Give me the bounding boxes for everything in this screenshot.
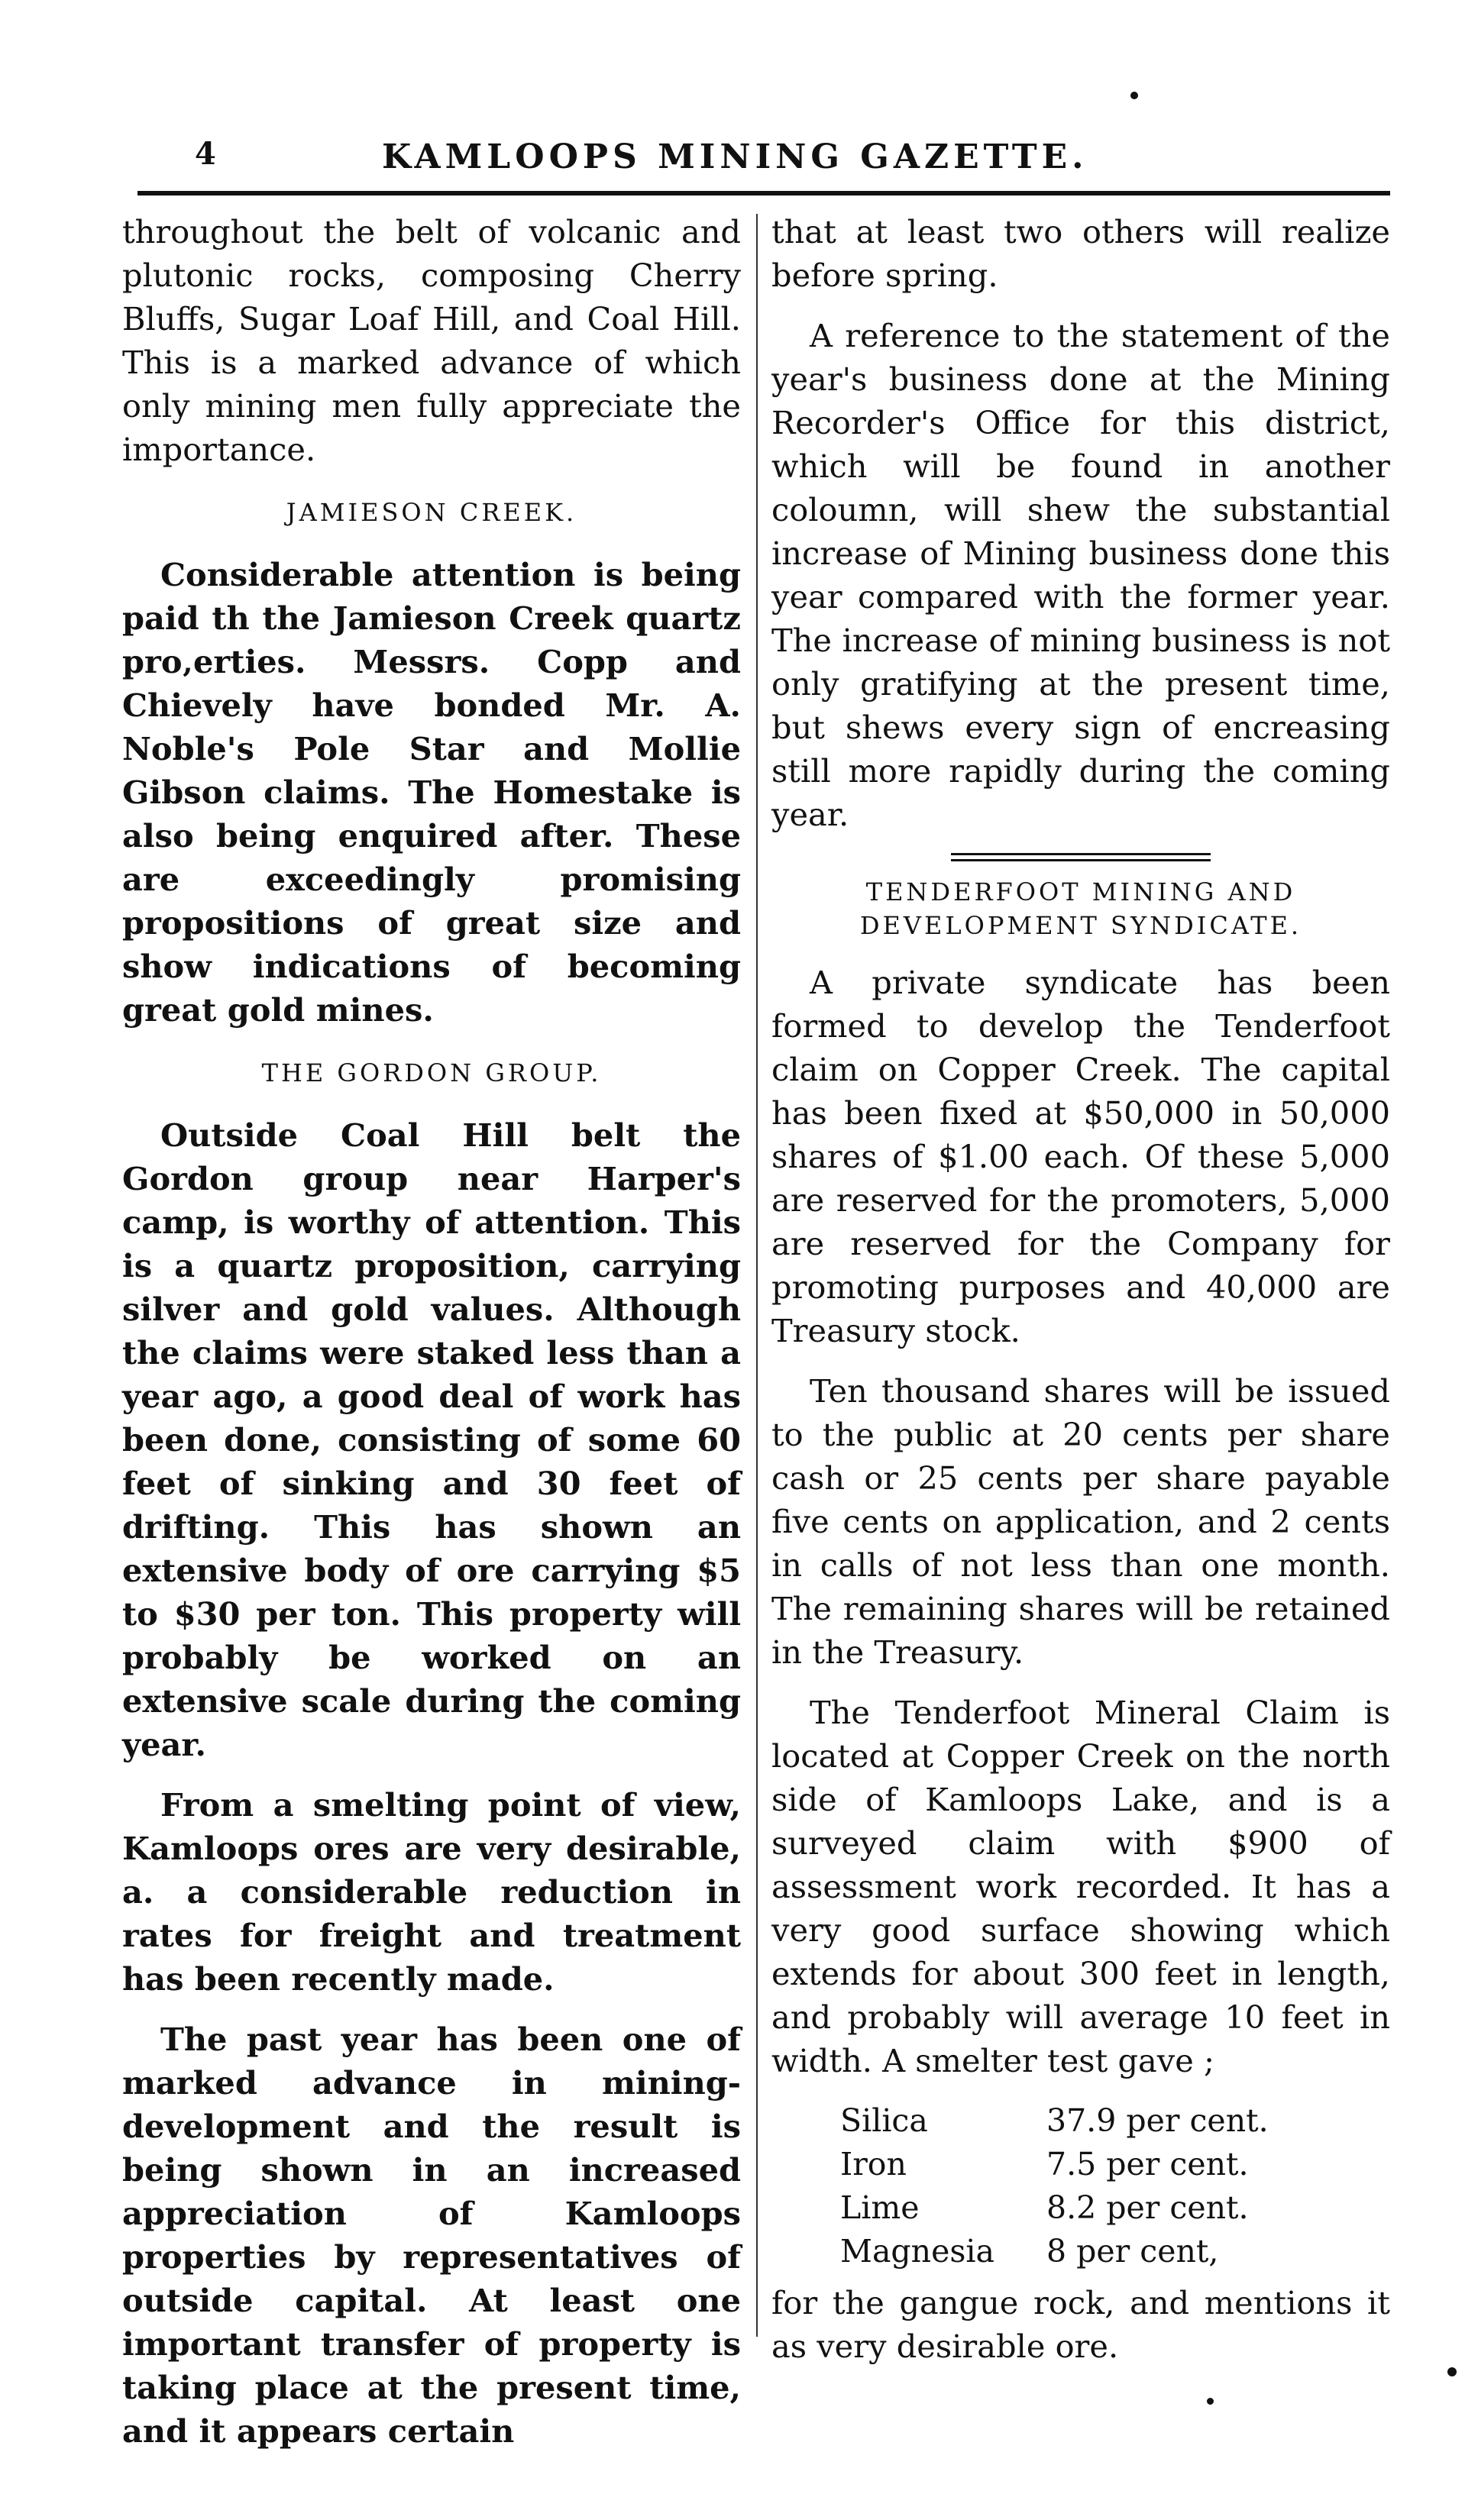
right-column <box>771 210 1390 2385</box>
heading-jamieson-creek: JAMIESON CREEK. <box>286 498 577 527</box>
left-paragraph-2: Considerable attention is being paid th the Jamieson Creek quartz pro‚erties. Messrs. Copp and Chievely have bonded Mr. A. Noble's Pole Star and Mollie Gibson claims. The Homestake is also being enquired after. These are exceedingly promising propositions of great size and show indications of becoming great gold mines. <box>122 556 741 1029</box>
page-number: 4 <box>195 136 216 172</box>
right-paragraph-1: that at least two others will realize before spring. <box>771 213 1390 294</box>
left-paragraph-3: Outside Coal Hill belt the Gordon group near Harper's camp, is worthy of attention. This is a quartz proposition, carrying silver and gold values. Although the claims were staked less than a year ago, a good deal of work has been done, consisting of some 60 feet of sinking and 30 feet of drifting. This has shown an extensive body of ore carrying $5 to $30 per ton. This property will probably be worked on an extensive scale during the coming year. <box>122 1116 741 1763</box>
assay-value: 8.2 per cent. <box>1046 2189 1249 2226</box>
assay-element: Lime <box>840 2189 920 2226</box>
assay-row <box>840 2186 1284 2230</box>
left-paragraph-1: throughout the belt of volcanic and plutonic rocks, composing Cherry Bluffs, Sugar Loaf Hill, and Coal Hill. This is a marked advance of which only mining men fully appreciate the importance. <box>122 213 741 468</box>
assay-element: Magnesia <box>840 2233 994 2270</box>
assay-value: 37.9 per cent. <box>1046 2102 1269 2139</box>
section-divider <box>951 853 1211 855</box>
assay-table <box>840 2099 1284 2273</box>
heading-gordon-group: THE GORDON GROUP. <box>261 1058 602 1087</box>
right-paragraph-4: Ten thousand shares will be issued to the public at 20 cents per share cash or 25 cents per share payable five cents on application, and 2 cents in calls of not less than one month. The remaining shares will be retained in the Treasury. <box>771 1372 1390 1671</box>
assay-element: Iron <box>840 2146 907 2182</box>
ink-speck <box>1130 92 1138 99</box>
left-column <box>122 210 741 2470</box>
assay-value: 7.5 per cent. <box>1046 2146 1249 2182</box>
right-paragraph-2: A reference to the statement of the year's business done at the Mining Recorder's Office for this district, which will be found in another coloumn, will shew the substantial increase of Mining business done this year compared with the former year. The increase of mining business is not only gratifying at the present time, but shews every sign of encreasing still more rapidly during the coming year. <box>771 317 1390 833</box>
ink-speck <box>1447 2367 1457 2376</box>
right-paragraph-6: for the gangue rock, and mentions it as very desirable ore. <box>771 2284 1390 2365</box>
left-paragraph-4: From a smelting point of view, Kamloops ores are very desirable, a. a considerable reduction in rates for freight and treatment has been recently made. <box>122 1786 741 1998</box>
ink-speck <box>1207 2398 1214 2405</box>
assay-value: 8 per cent, <box>1046 2233 1219 2270</box>
assay-row <box>840 2230 1284 2273</box>
assay-element: Silica <box>840 2102 928 2139</box>
assay-row <box>840 2143 1284 2186</box>
masthead-title: KAMLOOPS MINING GAZETTE. <box>382 137 1088 176</box>
right-paragraph-5: The Tenderfoot Mineral Claim is located at Copper Creek on the north side of Kamloops Lake, and is a surveyed claim with $900 of assessment work recorded. It has a very good surface showing which extends for about 300 feet in length, and probably will average 10 feet in width. A smelter test gave ; <box>771 1694 1390 2079</box>
left-paragraph-5: The past year has been one of marked advance in mining-development and the result is being shown in an increased appreciation of Kamloops properties by representatives of outside capital. At least one important transfer of property is taking place at the present time, and it appears certain <box>122 2021 741 2450</box>
header-rule <box>137 191 1390 195</box>
heading-tenderfoot-syndicate: TENDERFOOT MINING AND DEVELOPMENT SYNDICATE. <box>859 877 1302 940</box>
assay-row <box>840 2099 1284 2143</box>
column-separator <box>756 214 758 2337</box>
right-paragraph-3: A private syndicate has been formed to develop the Tenderfoot claim on Copper Creek. The capital has been fixed at $50,000 in 50,000 shares of $1.00 each. Of these 5,000 are reserved for the promoters, 5,000 are reserved for the Company for promoting purposes and 40,000 are Treasury stock. <box>771 964 1390 1349</box>
